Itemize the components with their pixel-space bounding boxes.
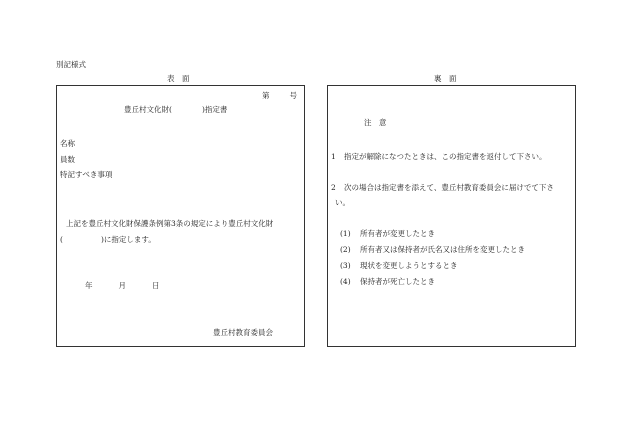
number-go: 号 [289, 91, 297, 100]
notice-item-1: 1 指定が解除になつたときは、この指定書を返付して下さい。 [331, 152, 547, 161]
certificate-title: 豊丘村文化財( )指定書 [124, 105, 228, 114]
certificate-number [262, 91, 297, 100]
sub-item: (3) 現状を変更しようとするとき [340, 261, 458, 270]
front-panel [56, 85, 305, 347]
notice-item-2-cont: い。 [335, 198, 350, 207]
notice-item-2: 2 次の場合は指定書を添えて、豊丘村教育委員会に届けでて下さ [331, 183, 554, 192]
issue-date: 年 月 日 [85, 281, 160, 290]
notice-title: 注 意 [364, 118, 387, 127]
sub-item: (4) 保持者が死亡したとき [340, 277, 435, 286]
sub-item: (1) 所有者が変更したとき [340, 229, 435, 238]
issuer: 豊丘村教育委員会 [213, 328, 273, 337]
field-name: 名称 [60, 139, 75, 148]
form-label: 別記様式 [56, 60, 86, 69]
number-dai: 第 [262, 91, 270, 100]
field-quantity: 員数 [60, 155, 75, 164]
body-text-line2: ( )に指定します。 [60, 235, 156, 244]
field-notes: 特記すべき事項 [60, 170, 113, 179]
back-header: 裏 面 [434, 74, 457, 83]
sub-item: (2) 所有者又は保持者が氏名又は住所を変更したとき [340, 245, 525, 254]
body-text-line1: 上記を豊丘村文化財保護条例第3条の規定により豊丘村文化財 [66, 219, 274, 228]
front-header: 表 面 [167, 74, 190, 83]
